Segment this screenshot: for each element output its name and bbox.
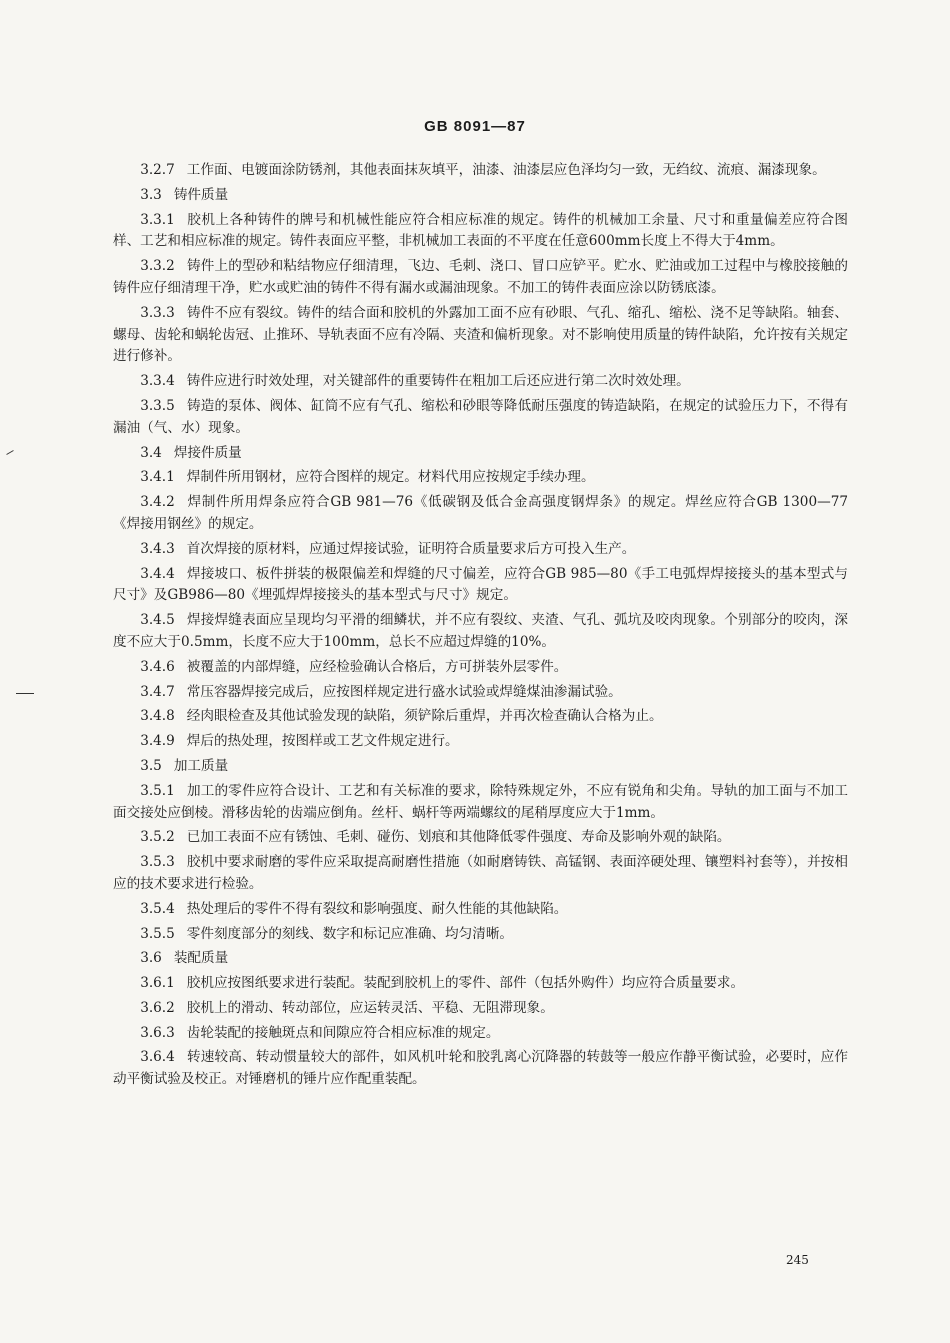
clause-number: 3.5.2	[140, 829, 175, 846]
clause-text: 首次焊接的原材料，应通过焊接试验，证明符合质量要求后方可投入生产。	[186, 540, 636, 557]
section-heading	[113, 756, 848, 778]
clause-paragraph	[113, 682, 848, 704]
clause-text: 焊制件所用焊条应符合GB 981—76《低碳钢及低合金高强度钢焊条》的规定。焊丝应符合GB 1300—77《焊接用钢丝》的规定。	[113, 494, 848, 532]
section-heading	[113, 948, 848, 970]
clause-text: 热处理后的零件不得有裂纹和影响强度、耐久性能的其他缺陷。	[186, 900, 568, 917]
clause-number: 3.4.9	[140, 733, 175, 750]
clause-number: 3.3	[140, 186, 162, 203]
clause-text: 铸件不应有裂纹。铸件的结合面和胶机的外露加工面不应有砂眼、气孔、缩孔、缩松、浇不足等缺陷。轴套、螺母、齿轮和蜗轮齿冠、止推环、导轨表面不应有冷隔、夹渣和偏析现象。对不影响使用质量的铸件缺陷，允许按有关规定进行修补。	[113, 304, 848, 365]
clause-text: 零件刻度部分的刻线、数字和标记应准确、均匀清晰。	[186, 925, 514, 942]
clause-paragraph	[113, 467, 848, 489]
clause-text: 铸件应进行时效处理，对关键部件的重要铸件在粗加工后还应进行第二次时效处理。	[186, 373, 690, 390]
clause-text: 已加工表面不应有锈蚀、毛刺、碰伤、划痕和其他降低零件强度、寿命及影响外观的缺陷。	[186, 829, 731, 846]
clause-paragraph	[113, 1047, 848, 1091]
clause-text: 焊接坡口、板件拼装的极限偏差和焊缝的尺寸偏差，应符合GB 985—80《手工电弧焊焊接接头的基本型式与尺寸》及GB986—80《埋弧焊焊接接头的基本型式与尺寸》规定。	[113, 565, 848, 604]
clause-paragraph	[113, 998, 848, 1020]
clause-paragraph	[113, 492, 848, 536]
clause-paragraph	[113, 781, 848, 825]
clause-number: 3.3.2	[140, 258, 175, 275]
clause-number: 3.6.3	[140, 1024, 175, 1041]
clause-text: 焊制件所用钢材，应符合图样的规定。材料代用应按规定手续办理。	[186, 469, 595, 486]
clause-text: 焊接焊缝表面应呈现均匀平滑的细鳞状，并不应有裂纹、夹渣、气孔、弧坑及咬肉现象。个别部分的咬肉，深度不应大于0.5mm，长度不应大于100mm，总长不应超过焊缝的10%。	[113, 612, 848, 650]
clause-number: 3.5.3	[140, 854, 175, 871]
margin-mark	[16, 693, 34, 694]
margin-mark	[6, 450, 13, 455]
clause-paragraph	[113, 924, 848, 946]
clause-text: 转速较高、转动惯量较大的部件，如风机叶轮和胶乳离心沉降器的转鼓等一般应作静平衡试验，必要时，应作动平衡试验及校正。对锤磨机的锤片应作配重装配。	[113, 1049, 848, 1088]
clause-number: 3.4.8	[140, 708, 175, 725]
clause-number: 3.4.5	[140, 612, 175, 629]
clause-text: 被覆盖的内部焊缝，应经检验确认合格后，方可拼装外层零件。	[186, 658, 568, 675]
clause-text: 装配质量	[173, 950, 229, 967]
clause-number: 3.4.3	[140, 540, 175, 557]
clause-number: 3.4.4	[140, 565, 175, 582]
clause-number: 3.5	[140, 757, 162, 774]
clause-paragraph	[113, 1023, 848, 1045]
clause-number: 3.3.4	[140, 373, 175, 390]
page-number: 245	[786, 1253, 809, 1267]
clause-number: 3.6.2	[140, 999, 175, 1016]
clause-paragraph	[113, 160, 848, 182]
clause-number: 3.5.4	[140, 900, 175, 917]
clause-paragraph	[113, 564, 848, 608]
clause-paragraph	[113, 852, 848, 896]
clause-text: 胶机上的滑动、转动部位，应运转灵活、平稳、无阻滞现象。	[186, 999, 554, 1016]
clause-paragraph	[113, 731, 848, 753]
document-body	[113, 160, 848, 1094]
clause-number: 3.6.1	[140, 975, 175, 992]
clause-text: 胶机上各种铸件的牌号和机械性能应符合相应标准的规定。铸件的机械加工余量、尺寸和重量偏差应符合图样、工艺和相应标准的规定。铸件表面应平整，非机械加工表面的不平度在任意600mm长度上不得大于4mm。	[113, 211, 848, 250]
clause-text: 加工的零件应符合设计、工艺和有关标准的要求，除特殊规定外，不应有锐角和尖角。导轨的加工面与不加工面交接处应倒棱。滑移齿轮的齿端应倒角。丝杆、蜗杆等两端螺纹的尾稍厚度应大于1mm。	[113, 782, 848, 821]
clause-paragraph	[113, 210, 848, 254]
clause-text: 铸件上的型砂和粘结物应仔细清理，飞边、毛刺、浇口、冒口应铲平。贮水、贮油或加工过程中与橡胶接触的铸件应仔细清理干净，贮水或贮油的铸件不得有漏水或漏油现象。不加工的铸件表面应涂以防锈底漆。	[113, 258, 848, 296]
clause-paragraph	[113, 827, 848, 849]
clause-paragraph	[113, 539, 848, 561]
clause-text: 铸件质量	[173, 186, 229, 203]
clause-number: 3.4	[140, 444, 162, 461]
clause-text: 齿轮装配的接触斑点和间隙应符合相应标准的规定。	[186, 1024, 500, 1041]
clause-number: 3.3.1	[140, 211, 175, 228]
clause-paragraph	[113, 973, 848, 995]
clause-text: 加工质量	[173, 757, 229, 774]
clause-number: 3.4.7	[140, 683, 175, 700]
clause-paragraph	[113, 396, 848, 440]
clause-number: 3.6.4	[140, 1049, 175, 1066]
section-heading	[113, 185, 848, 207]
page-header: GB 8091—87	[424, 118, 526, 135]
clause-paragraph	[113, 899, 848, 921]
clause-text: 胶机应按图纸要求进行装配。装配到胶机上的零件、部件（包括外购件）均应符合质量要求。	[186, 975, 745, 992]
clause-paragraph	[113, 706, 848, 728]
clause-text: 焊后的热处理，按图样或工艺文件规定进行。	[186, 733, 459, 750]
clause-number: 3.6	[140, 950, 162, 967]
clause-number: 3.3.5	[140, 397, 175, 414]
clause-number: 3.3.3	[140, 304, 175, 321]
clause-paragraph	[113, 256, 848, 300]
clause-text: 铸造的泵体、阀体、缸筒不应有气孔、缩松和砂眼等降低耐压强度的铸造缺陷，在规定的试验压力下，不得有漏油（气、水）现象。	[113, 397, 848, 436]
clause-number: 3.4.6	[140, 658, 175, 675]
section-heading	[113, 443, 848, 465]
clause-paragraph	[113, 610, 848, 654]
clause-number: 3.2.7	[140, 162, 175, 178]
clause-text: 经肉眼检查及其他试验发现的缺陷，须铲除后重焊，并再次检查确认合格为止。	[186, 708, 663, 725]
clause-number: 3.5.1	[140, 782, 175, 799]
clause-number: 3.4.2	[140, 494, 175, 511]
clause-paragraph	[113, 371, 848, 393]
clause-text: 常压容器焊接完成后，应按图样规定进行盛水试验或焊缝煤油渗漏试验。	[186, 683, 622, 700]
clause-text: 工作面、电镀面涂防锈剂，其他表面抹灰填平，油漆、油漆层应色泽均匀一致，无绉纹、流痕、漏漆现象。	[186, 162, 826, 178]
clause-number: 3.5.5	[140, 925, 175, 942]
clause-number: 3.4.1	[140, 469, 175, 486]
clause-paragraph	[113, 657, 848, 679]
clause-text: 焊接件质量	[173, 444, 242, 461]
clause-paragraph	[113, 303, 848, 368]
clause-text: 胶机中要求耐磨的零件应采取提高耐磨性措施（如耐磨铸铁、高锰钢、表面淬硬处理、镶塑料衬套等），并按相应的技术要求进行检验。	[113, 854, 848, 892]
